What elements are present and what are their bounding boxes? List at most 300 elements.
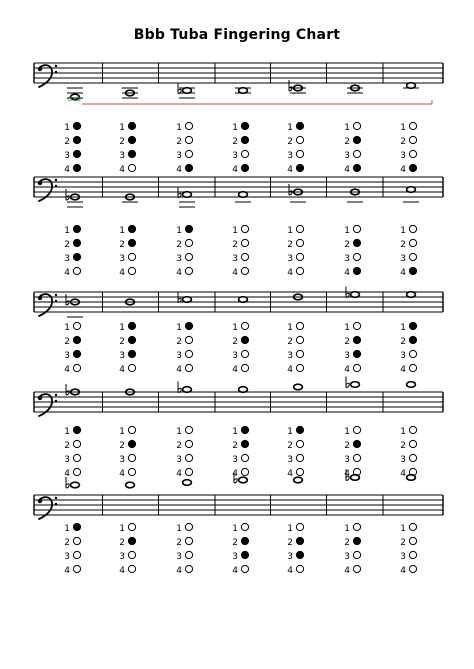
valve-open-icon xyxy=(296,364,303,371)
valve-pressed-icon xyxy=(185,322,192,329)
valve-number: 3 xyxy=(400,455,406,465)
valve-diagram xyxy=(400,322,416,375)
valve-pressed-icon xyxy=(185,225,192,232)
whole-note-head xyxy=(183,192,192,198)
valve-number: 3 xyxy=(232,455,238,465)
valve-number: 3 xyxy=(64,151,70,161)
valve-open-icon xyxy=(409,426,416,433)
valve-number: 4 xyxy=(119,365,125,375)
valve-pressed-icon xyxy=(73,239,80,246)
valve-number: 4 xyxy=(64,268,70,278)
valve-pressed-icon xyxy=(353,350,360,357)
valve-number: 3 xyxy=(176,552,182,562)
valve-diagram xyxy=(176,122,192,175)
valve-number: 4 xyxy=(400,365,406,375)
whole-note-head xyxy=(407,187,416,193)
valve-open-icon xyxy=(296,239,303,246)
valve-diagram xyxy=(176,322,192,375)
clef-dot xyxy=(55,400,57,402)
valve-open-icon xyxy=(296,454,303,461)
note-D2 xyxy=(235,88,251,94)
valve-number: 2 xyxy=(232,137,238,147)
valve-number: 2 xyxy=(64,240,70,250)
valve-number: 2 xyxy=(176,441,182,451)
valve-number: 4 xyxy=(400,165,406,175)
whole-note-head xyxy=(407,292,416,298)
valve-number: 4 xyxy=(232,268,238,278)
valve-number: 4 xyxy=(64,365,70,375)
clef-head xyxy=(38,296,42,300)
valve-number: 4 xyxy=(176,165,182,175)
valve-number: 1 xyxy=(119,226,125,236)
valve-number: 1 xyxy=(287,226,293,236)
whole-note-head xyxy=(239,387,248,393)
valve-pressed-icon xyxy=(409,164,416,171)
valve-number: 4 xyxy=(119,268,125,278)
valve-pressed-icon xyxy=(128,537,135,544)
valve-number: 1 xyxy=(64,123,70,133)
whole-note-head xyxy=(71,482,80,488)
valve-number: 2 xyxy=(64,538,70,548)
valve-number: 1 xyxy=(232,323,238,333)
valve-number: 1 xyxy=(344,226,350,236)
valve-pressed-icon xyxy=(296,122,303,129)
valve-open-icon xyxy=(409,225,416,232)
valve-number: 2 xyxy=(400,337,406,347)
valve-number: 3 xyxy=(400,151,406,161)
valve-diagram xyxy=(344,322,360,375)
valve-open-icon xyxy=(353,253,360,260)
valve-pressed-icon xyxy=(296,426,303,433)
valve-number: 2 xyxy=(344,538,350,548)
clef-dot xyxy=(55,394,57,396)
valve-open-icon xyxy=(241,454,248,461)
valve-number: 4 xyxy=(176,365,182,375)
valve-number: 4 xyxy=(119,566,125,576)
valve-open-icon xyxy=(296,267,303,274)
valve-pressed-icon xyxy=(128,225,135,232)
valve-pressed-icon xyxy=(73,150,80,157)
valve-number: 1 xyxy=(287,323,293,333)
valve-open-icon xyxy=(296,350,303,357)
valve-number: 4 xyxy=(176,268,182,278)
valve-number: 3 xyxy=(119,254,125,264)
valve-open-icon xyxy=(241,523,248,530)
valve-number: 2 xyxy=(64,137,70,147)
valve-diagram xyxy=(64,122,80,175)
valve-diagram xyxy=(176,523,192,576)
valve-diagram xyxy=(344,225,360,278)
valve-pressed-icon xyxy=(353,336,360,343)
valve-open-icon xyxy=(409,537,416,544)
valve-open-icon xyxy=(241,239,248,246)
valve-pressed-icon xyxy=(128,350,135,357)
valve-diagram xyxy=(176,426,192,479)
note-F4 xyxy=(183,480,192,486)
valve-number: 4 xyxy=(287,165,293,175)
valve-number: 2 xyxy=(400,441,406,451)
valve-open-icon xyxy=(353,565,360,572)
valve-number: 3 xyxy=(64,552,70,562)
valve-number: 2 xyxy=(119,337,125,347)
staff-row-1 xyxy=(34,63,443,175)
valve-open-icon xyxy=(241,267,248,274)
valve-open-icon xyxy=(73,454,80,461)
valve-number: 2 xyxy=(287,137,293,147)
valve-diagram xyxy=(119,322,135,375)
valve-number: 3 xyxy=(232,351,238,361)
valve-diagram xyxy=(232,122,248,175)
whole-note-head xyxy=(294,384,303,390)
valve-number: 3 xyxy=(119,455,125,465)
note-G3 xyxy=(407,292,416,298)
valve-open-icon xyxy=(73,440,80,447)
valve-open-icon xyxy=(296,322,303,329)
valve-number: 2 xyxy=(287,337,293,347)
valve-diagram xyxy=(119,122,135,175)
valve-number: 1 xyxy=(232,123,238,133)
clef-dot xyxy=(55,497,57,499)
valve-open-icon xyxy=(73,322,80,329)
valve-number: 2 xyxy=(176,538,182,548)
valve-pressed-icon xyxy=(128,150,135,157)
valve-number: 2 xyxy=(119,240,125,250)
valve-pressed-icon xyxy=(73,225,80,232)
valve-number: 4 xyxy=(400,268,406,278)
valve-number: 2 xyxy=(176,337,182,347)
valve-open-icon xyxy=(185,565,192,572)
valve-open-icon xyxy=(128,253,135,260)
valve-pressed-icon xyxy=(296,537,303,544)
note-D4 xyxy=(407,382,416,388)
clef-head xyxy=(38,499,42,503)
valve-pressed-icon xyxy=(241,426,248,433)
valve-pressed-icon xyxy=(185,164,192,171)
valve-number: 1 xyxy=(287,524,293,534)
valve-diagram xyxy=(232,225,248,278)
valve-open-icon xyxy=(185,537,192,544)
valve-open-icon xyxy=(241,150,248,157)
valve-diagram xyxy=(287,322,303,375)
valve-open-icon xyxy=(353,426,360,433)
valve-open-icon xyxy=(73,565,80,572)
whole-note-head xyxy=(239,192,248,198)
valve-diagram xyxy=(232,523,248,576)
valve-open-icon xyxy=(409,122,416,129)
valve-diagram xyxy=(287,122,303,175)
valve-open-icon xyxy=(73,537,80,544)
valve-open-icon xyxy=(185,122,192,129)
valve-pressed-icon xyxy=(128,136,135,143)
whole-note-head xyxy=(351,382,360,388)
valve-number: 2 xyxy=(344,441,350,451)
valve-number: 1 xyxy=(64,323,70,333)
valve-number: 3 xyxy=(64,254,70,264)
valve-diagram xyxy=(400,122,416,175)
valve-number: 2 xyxy=(64,441,70,451)
valve-pressed-icon xyxy=(73,253,80,260)
valve-open-icon xyxy=(241,565,248,572)
clef-dot xyxy=(55,71,57,73)
valve-open-icon xyxy=(296,468,303,475)
valve-number: 1 xyxy=(176,226,182,236)
valve-number: 2 xyxy=(287,240,293,250)
valve-open-icon xyxy=(409,136,416,143)
whole-note-head xyxy=(239,297,248,303)
staff-row-5 xyxy=(34,470,443,577)
valve-diagram xyxy=(119,426,135,479)
clef-dot xyxy=(55,65,57,67)
valve-number: 2 xyxy=(400,538,406,548)
valve-diagram xyxy=(232,426,248,479)
whole-note-head xyxy=(183,480,192,486)
valve-open-icon xyxy=(241,322,248,329)
valve-open-icon xyxy=(185,267,192,274)
valve-pressed-icon xyxy=(128,322,135,329)
valve-pressed-icon xyxy=(353,537,360,544)
valve-number: 2 xyxy=(119,137,125,147)
whole-note-head xyxy=(351,292,360,298)
valve-pressed-icon xyxy=(353,239,360,246)
valve-open-icon xyxy=(409,253,416,260)
valve-open-icon xyxy=(185,454,192,461)
valve-number: 3 xyxy=(176,455,182,465)
valve-number: 3 xyxy=(344,254,350,264)
valve-open-icon xyxy=(353,122,360,129)
staff-row-4 xyxy=(34,377,443,480)
valve-diagram xyxy=(400,523,416,576)
valve-pressed-icon xyxy=(73,164,80,171)
note-E2 xyxy=(347,85,363,93)
valve-open-icon xyxy=(241,364,248,371)
clef-dot xyxy=(55,185,57,187)
valve-pressed-icon xyxy=(353,164,360,171)
valve-number: 3 xyxy=(344,351,350,361)
valve-number: 1 xyxy=(64,427,70,437)
valve-number: 1 xyxy=(344,524,350,534)
valve-open-icon xyxy=(185,551,192,558)
valve-open-icon xyxy=(185,239,192,246)
valve-open-icon xyxy=(128,468,135,475)
valve-number: 2 xyxy=(232,337,238,347)
valve-number: 3 xyxy=(344,455,350,465)
valve-number: 3 xyxy=(64,351,70,361)
valve-open-icon xyxy=(296,253,303,260)
valve-pressed-icon xyxy=(73,523,80,530)
clef-dot xyxy=(55,294,57,296)
valve-open-icon xyxy=(185,336,192,343)
valve-diagram xyxy=(287,225,303,278)
valve-open-icon xyxy=(185,136,192,143)
valve-pressed-icon xyxy=(409,322,416,329)
valve-pressed-icon xyxy=(241,164,248,171)
valve-open-icon xyxy=(353,523,360,530)
note-G2 xyxy=(122,194,138,202)
valve-number: 2 xyxy=(344,337,350,347)
valve-number: 1 xyxy=(119,427,125,437)
clef-head xyxy=(38,181,42,185)
valve-pressed-icon xyxy=(128,239,135,246)
valve-open-icon xyxy=(128,364,135,371)
valve-number: 1 xyxy=(400,524,406,534)
valve-number: 3 xyxy=(344,151,350,161)
valve-pressed-icon xyxy=(128,336,135,343)
valve-number: 4 xyxy=(400,469,406,479)
valve-diagram xyxy=(176,225,192,278)
valve-open-icon xyxy=(353,454,360,461)
valve-number: 2 xyxy=(287,538,293,548)
valve-open-icon xyxy=(296,150,303,157)
valve-number: 1 xyxy=(64,226,70,236)
note-C2 xyxy=(122,88,138,98)
valve-number: 1 xyxy=(344,123,350,133)
valve-open-icon xyxy=(409,350,416,357)
valve-number: 4 xyxy=(232,469,238,479)
valve-open-icon xyxy=(296,136,303,143)
valve-open-icon xyxy=(409,454,416,461)
valve-number: 3 xyxy=(400,254,406,264)
valve-pressed-icon xyxy=(409,267,416,274)
valve-number: 2 xyxy=(119,538,125,548)
valve-pressed-icon xyxy=(241,122,248,129)
valve-pressed-icon xyxy=(241,440,248,447)
valve-diagram xyxy=(344,426,360,479)
octave-range-marker xyxy=(68,95,432,104)
valve-open-icon xyxy=(296,523,303,530)
valve-number: 4 xyxy=(344,566,350,576)
valve-pressed-icon xyxy=(73,336,80,343)
valve-pressed-icon xyxy=(128,440,135,447)
valve-open-icon xyxy=(409,239,416,246)
whole-note-head xyxy=(183,387,192,393)
valve-pressed-icon xyxy=(353,136,360,143)
valve-diagram xyxy=(287,523,303,576)
valve-pressed-icon xyxy=(241,537,248,544)
clef-dot xyxy=(55,179,57,181)
clef-dot xyxy=(55,503,57,505)
whole-note-head xyxy=(407,382,416,388)
note-C4 xyxy=(294,384,303,390)
valve-number: 4 xyxy=(176,469,182,479)
valve-number: 3 xyxy=(119,552,125,562)
valve-number: 2 xyxy=(400,137,406,147)
valve-number: 4 xyxy=(344,469,350,479)
valve-open-icon xyxy=(241,350,248,357)
valve-number: 2 xyxy=(232,538,238,548)
note-Db4 xyxy=(346,377,359,388)
valve-number: 3 xyxy=(232,151,238,161)
valve-pressed-icon xyxy=(128,122,135,129)
valve-number: 3 xyxy=(232,254,238,264)
valve-number: 1 xyxy=(64,524,70,534)
valve-pressed-icon xyxy=(241,336,248,343)
note-F2 xyxy=(403,83,419,89)
whole-note-head xyxy=(183,297,192,303)
valve-number: 2 xyxy=(344,137,350,147)
valve-open-icon xyxy=(296,336,303,343)
valve-number: 1 xyxy=(232,427,238,437)
valve-number: 1 xyxy=(400,427,406,437)
valve-number: 4 xyxy=(287,268,293,278)
valve-number: 1 xyxy=(232,524,238,534)
valve-open-icon xyxy=(73,364,80,371)
note-B2 xyxy=(347,189,363,202)
valve-open-icon xyxy=(353,150,360,157)
valve-open-icon xyxy=(296,565,303,572)
whole-note-head xyxy=(126,482,135,488)
note-Bb3 xyxy=(178,382,191,393)
valve-number: 3 xyxy=(400,351,406,361)
valve-number: 3 xyxy=(232,552,238,562)
valve-open-icon xyxy=(128,267,135,274)
valve-number: 3 xyxy=(287,455,293,465)
valve-number: 4 xyxy=(287,365,293,375)
valve-number: 4 xyxy=(64,566,70,576)
valve-number: 3 xyxy=(119,151,125,161)
whole-note-head xyxy=(239,477,248,483)
staff-row-3 xyxy=(34,287,443,376)
valve-open-icon xyxy=(73,267,80,274)
valve-number: 1 xyxy=(176,524,182,534)
valve-open-icon xyxy=(409,551,416,558)
valve-number: 4 xyxy=(287,566,293,576)
valve-diagram xyxy=(64,322,80,375)
valve-open-icon xyxy=(185,523,192,530)
valve-number: 3 xyxy=(176,351,182,361)
valve-number: 1 xyxy=(400,123,406,133)
valve-number: 4 xyxy=(176,566,182,576)
valve-diagram xyxy=(64,523,80,576)
valve-number: 1 xyxy=(176,323,182,333)
valve-number: 4 xyxy=(287,469,293,479)
note-E3 xyxy=(239,297,248,303)
valve-pressed-icon xyxy=(296,551,303,558)
note-G4 xyxy=(294,477,303,483)
valve-open-icon xyxy=(353,225,360,232)
valve-number: 2 xyxy=(176,240,182,250)
valve-open-icon xyxy=(128,565,135,572)
valve-number: 1 xyxy=(176,427,182,437)
valve-number: 2 xyxy=(344,240,350,250)
valve-open-icon xyxy=(185,253,192,260)
valve-number: 2 xyxy=(64,337,70,347)
valve-open-icon xyxy=(185,350,192,357)
valve-number: 1 xyxy=(119,323,125,333)
valve-diagram xyxy=(344,122,360,175)
valve-open-icon xyxy=(296,225,303,232)
valve-number: 1 xyxy=(119,524,125,534)
note-Db2 xyxy=(178,83,195,99)
valve-pressed-icon xyxy=(73,350,80,357)
valve-open-icon xyxy=(353,322,360,329)
valve-number: 4 xyxy=(232,365,238,375)
valve-number: 4 xyxy=(400,566,406,576)
valve-open-icon xyxy=(241,253,248,260)
octave-marker-label: 8vb xyxy=(68,95,82,103)
valve-open-icon xyxy=(185,440,192,447)
valve-number: 2 xyxy=(176,137,182,147)
valve-pressed-icon xyxy=(409,336,416,343)
valve-number: 1 xyxy=(176,123,182,133)
valve-number: 1 xyxy=(344,427,350,437)
valve-number: 3 xyxy=(176,151,182,161)
valve-open-icon xyxy=(73,551,80,558)
valve-diagram xyxy=(119,225,135,278)
valve-number: 4 xyxy=(344,365,350,375)
valve-number: 1 xyxy=(287,427,293,437)
valve-number: 2 xyxy=(400,240,406,250)
page-title: Bbb Tuba Fingering Chart xyxy=(133,27,341,43)
